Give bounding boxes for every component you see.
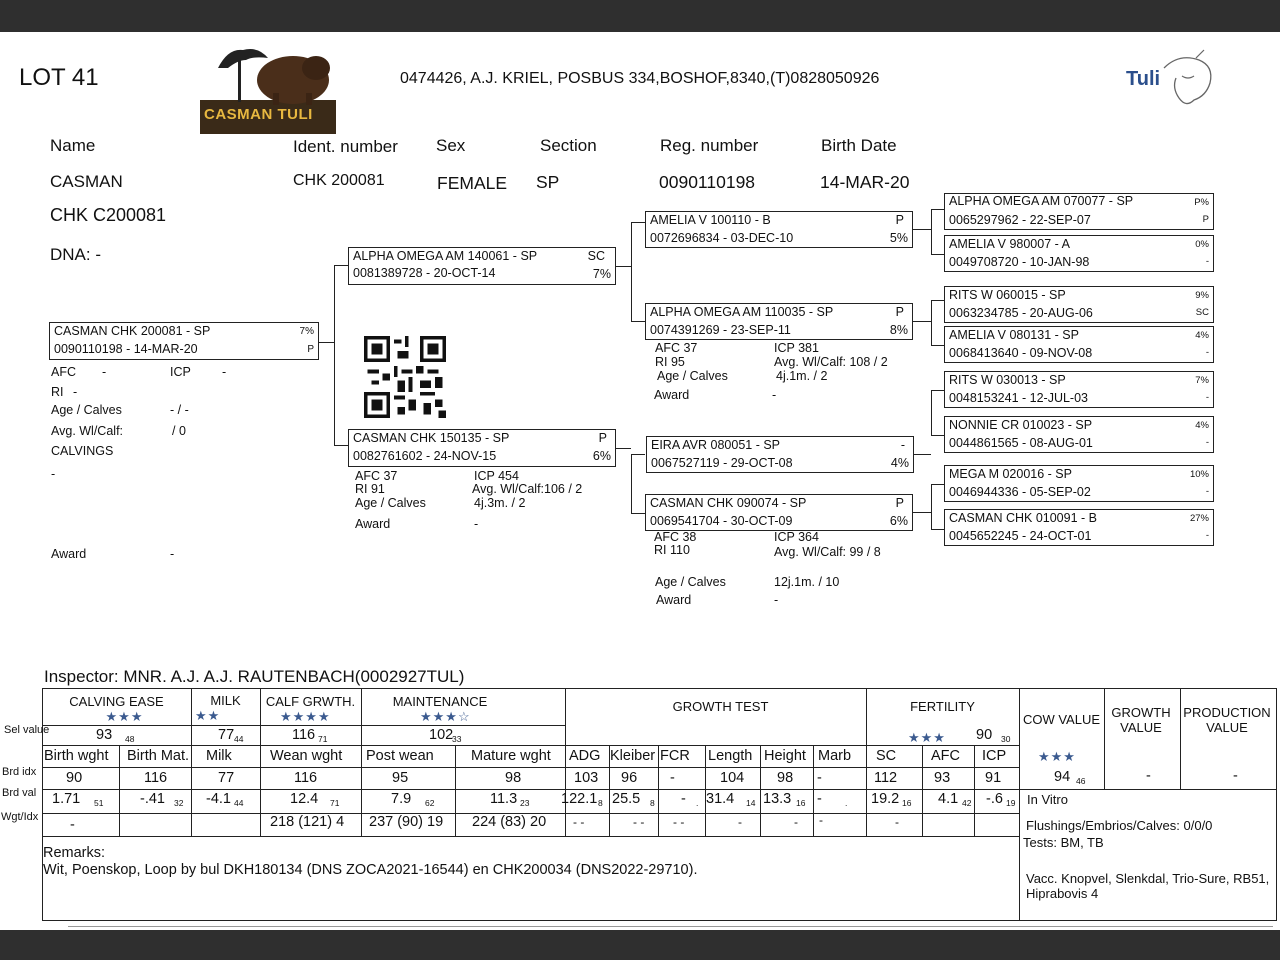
row-label-wgt: Wgt/Idx: [1, 811, 39, 823]
ss-line1: AMELIA V 100110 - B: [650, 213, 771, 227]
subject-box: [49, 322, 319, 360]
dd-afc: AFC 38: [654, 530, 697, 544]
dam-sire-box: [646, 436, 914, 473]
val-length-sub: 14: [746, 798, 756, 808]
animal-ident: CHK 200081: [293, 172, 385, 189]
dam-award-label: Award: [355, 517, 391, 531]
dd-avg: Avg. Wl/Calf: 99 / 8: [774, 545, 881, 559]
gp-1-line2: 0065297962 - 22-SEP-07: [949, 213, 1091, 227]
gp-6-r2: -: [1205, 437, 1209, 448]
idx-fcr: -: [670, 770, 675, 786]
idx-milk: 77: [218, 770, 235, 786]
sex-label: Sex: [436, 136, 466, 155]
subject-pct: 7%: [299, 326, 314, 337]
gp-5-line2: 0048153241 - 12-JUL-03: [949, 391, 1088, 405]
gp-7-r1: 10%: [1189, 469, 1209, 480]
remarks-text: Wit, Poenskop, Loop by bul DKH180134 (DNS ZOCA2021-16544) en CHK200034 (DNS2022-29710).: [43, 862, 698, 878]
stars-maint: ★★★☆: [420, 709, 471, 724]
val-sc-sub: 16: [902, 798, 912, 808]
val-sc: 19.2: [871, 791, 900, 807]
dam-pct: 6%: [592, 449, 611, 463]
sel-fertility: 90: [976, 727, 993, 743]
col-length: Length: [708, 748, 753, 764]
wgt-length: -: [738, 815, 742, 829]
sd-line2: 0074391269 - 23-SEP-11: [650, 323, 791, 337]
dd-line1: CASMAN CHK 090074 - SP: [650, 496, 807, 510]
subject-ri: -: [73, 385, 78, 399]
group-milk: MILK: [210, 693, 241, 708]
col-marb: Marb: [818, 748, 852, 764]
dam-age: 4j.3m. / 2: [474, 496, 526, 510]
group-fertility: FERTILITY: [910, 699, 975, 714]
idx-length: 104: [720, 770, 745, 786]
sd-age-label: Age / Calves: [657, 369, 728, 383]
idx-icp: 91: [985, 770, 1002, 786]
group-production-value: PRODUCTION VALUE: [1183, 705, 1271, 735]
val-milk: -4.1: [206, 791, 231, 807]
flushings: Flushings/Embrios/Calves: 0/0/0: [1026, 818, 1213, 833]
gp-5-r2: -: [1205, 392, 1209, 403]
val-birth-mat: -.41: [140, 791, 165, 807]
dam-grade: P: [598, 431, 607, 445]
lot-number: LOT 41: [19, 64, 99, 91]
sel-maint-sub: 33: [452, 734, 462, 744]
dd-icp: ICP 364: [774, 530, 819, 544]
dd-award: -: [774, 593, 779, 607]
gp-1-line1: ALPHA OMEGA AM 070077 - SP: [949, 194, 1134, 208]
row-label-brd-idx: Brd idx: [2, 766, 37, 778]
idx-growth-value: -: [1146, 768, 1151, 784]
gp-4-r1: 4%: [1195, 330, 1209, 341]
qr-code: [361, 336, 449, 418]
subject-icp-label: ICP: [170, 365, 191, 379]
group-growth: GROWTH TEST: [672, 699, 769, 714]
birth-label: Birth Date: [821, 136, 897, 155]
val-wean: 12.4: [290, 791, 319, 807]
casman-tuli-logo: [198, 38, 338, 136]
gp-4-r2: -: [1205, 347, 1209, 358]
gp-8-line2: 0045652245 - 24-OCT-01: [949, 529, 1092, 543]
subject-afc-label: AFC: [51, 365, 76, 379]
dd-ri: RI 110: [654, 543, 690, 557]
col-mature-wght: Mature wght: [471, 748, 551, 764]
sel-calving: 93: [96, 727, 113, 743]
gp-8-r1: 27%: [1189, 513, 1209, 524]
top-bar: [0, 0, 1280, 32]
sire-box: [348, 247, 616, 285]
subject-calvings-label: CALVINGS: [51, 444, 114, 458]
gp-5-r1: 7%: [1195, 375, 1209, 386]
idx-production-value: -: [1233, 768, 1238, 784]
val-kleiber: 25.5: [612, 791, 641, 807]
subject-grade: P: [307, 344, 314, 355]
gp-6-line2: 0044861565 - 08-AUG-01: [949, 436, 1093, 450]
gp-2-line2: 0049708720 - 10-JAN-98: [949, 255, 1090, 269]
sire-grade: SC: [587, 249, 605, 263]
val-fcr: -: [681, 791, 686, 807]
idx-birth-wght: 90: [66, 770, 83, 786]
subject-icp: -: [222, 365, 227, 379]
dd-pct: 6%: [889, 514, 908, 528]
idx-birth-mat: 116: [144, 770, 168, 786]
gp-3-r2: SC: [1195, 307, 1209, 318]
stars-cow: ★★★: [1038, 749, 1076, 764]
wgt-height: -: [794, 815, 798, 829]
wgt-marb: -: [819, 813, 823, 827]
group-calf: CALF GRWTH.: [265, 694, 356, 709]
tests: Tests: BM, TB: [1023, 835, 1104, 850]
gp-2-r1: 0%: [1195, 239, 1209, 250]
subject-line2: 0090110198 - 14-MAR-20: [54, 342, 198, 356]
gp-1-r2: P: [1202, 214, 1209, 225]
subject-afc: -: [102, 365, 107, 379]
dam-award: -: [474, 517, 479, 531]
col-icp: ICP: [982, 748, 1007, 764]
sd-age: 4j.1m. / 2: [776, 369, 828, 383]
col-height: Height: [764, 748, 806, 764]
vaccinations: Vacc. Knopvel, Slenkdal, Trio-Sure, RB51, Hiprabovis 4: [1026, 871, 1270, 901]
gp-8-r2: -: [1205, 530, 1209, 541]
subject-ri-label: RI: [51, 385, 64, 399]
dam-line2: 0082761602 - 24-NOV-15: [353, 449, 497, 463]
sd-ri: RI 95: [655, 355, 685, 369]
val-post-wean: 7.9: [391, 791, 412, 807]
col-milk: Milk: [206, 748, 232, 764]
col-kleiber: Kleiber: [610, 748, 656, 764]
dd-age-label: Age / Calves: [655, 575, 726, 589]
gp-6-r1: 4%: [1195, 420, 1209, 431]
gp-4-line1: AMELIA V 080131 - SP: [949, 328, 1079, 342]
sel-calf: 116: [292, 727, 316, 743]
gp-box-6: [944, 416, 1214, 453]
sire-line2: 0081389728 - 20-OCT-14: [353, 266, 496, 280]
val-marb-sub: .: [845, 798, 848, 808]
row-label-sel: Sel value: [4, 724, 50, 736]
gp-2-r2: -: [1205, 256, 1209, 267]
section-label: Section: [540, 136, 597, 155]
subject-calvings: -: [51, 467, 56, 481]
logo-text: CASMAN TULI: [204, 106, 313, 123]
idx-sc: 112: [874, 770, 898, 786]
sel-calf-sub: 71: [318, 734, 328, 744]
gp-7-line2: 0046944336 - 05-SEP-02: [949, 485, 1091, 499]
val-icp-sub: 19: [1006, 798, 1016, 808]
wgt-fcr: - -: [673, 815, 685, 829]
idx-adg: 103: [574, 770, 599, 786]
inspector: Inspector: MNR. A.J. A.J. RAUTENBACH(0002927TUL): [44, 667, 465, 686]
group-growth-value: GROWTH VALUE: [1111, 705, 1171, 735]
animal-sex: FEMALE: [437, 173, 508, 193]
gp-box-7: [944, 465, 1214, 502]
dd-line2: 0069541704 - 30-OCT-09: [650, 514, 793, 528]
subject-avg-label: Avg. Wl/Calf:: [51, 424, 124, 438]
gp-8-line1: CASMAN CHK 010091 - B: [949, 511, 1097, 525]
subject-age-label: Age / Calves: [51, 403, 122, 417]
ds-line1: EIRA AVR 080051 - SP: [651, 438, 781, 452]
animal-name: CASMAN: [50, 172, 123, 191]
col-wean-wght: Wean wght: [270, 748, 343, 764]
sel-maint: 102: [429, 727, 454, 743]
stars-fertility: ★★★: [908, 730, 946, 745]
sd-award-label: Award: [654, 388, 690, 402]
gp-box-5: [944, 371, 1214, 408]
idx-post-wean: 95: [392, 770, 409, 786]
idx-mature: 98: [505, 770, 522, 786]
row-label-brd-val: Brd val: [2, 787, 37, 799]
val-fcr-sub: .: [696, 798, 699, 808]
idx-wean: 116: [294, 770, 318, 786]
col-birth-mat: Birth Mat.: [127, 748, 190, 764]
dam-avg: Avg. Wl/Calf:106 / 2: [472, 482, 583, 496]
wgt-mature: 224 (83) 20: [472, 814, 547, 830]
stars-calf: ★★★★: [280, 709, 331, 724]
val-height-sub: 16: [796, 798, 806, 808]
val-icp: -.6: [986, 791, 1003, 807]
remarks-label: Remarks:: [43, 845, 106, 861]
col-afc: AFC: [931, 748, 960, 764]
val-length: 31.4: [706, 791, 735, 807]
col-sc: SC: [876, 748, 897, 764]
wgt-birth-wght: -: [70, 817, 75, 833]
val-marb: -: [817, 791, 822, 807]
reg-label: Reg. number: [660, 136, 759, 155]
val-birth-wght: 1.71: [52, 791, 81, 807]
dam-dam-box: [645, 494, 913, 531]
sd-award: -: [772, 388, 777, 402]
sire-dam-box: [645, 303, 913, 340]
sd-afc: AFC 37: [655, 341, 698, 355]
in-vitro: In Vitro: [1027, 792, 1068, 807]
gp-box-4: [944, 326, 1214, 363]
gp-box-3: [944, 286, 1214, 323]
val-kleiber-sub: 8: [650, 798, 655, 808]
sel-calving-sub: 48: [125, 734, 135, 744]
val-afc: 4.1: [938, 791, 959, 807]
val-birth-wght-sub: 51: [94, 798, 104, 808]
val-mature-sub: 23: [520, 798, 530, 808]
idx-afc: 93: [934, 770, 951, 786]
wgt-wean: 218 (121) 4: [270, 814, 345, 830]
ss-pct: 5%: [889, 231, 908, 245]
col-birth-wght: Birth wght: [44, 748, 109, 764]
sd-icp: ICP 381: [774, 341, 819, 355]
dd-grade: P: [895, 496, 904, 510]
gp-7-r2: -: [1205, 486, 1209, 497]
sire-sire-box: [645, 211, 913, 248]
col-post-wean: Post wean: [366, 748, 434, 764]
animal-code: CHK C200081: [50, 205, 167, 225]
sel-milk-sub: 44: [234, 734, 244, 744]
gp-1-r1: P%: [1194, 197, 1209, 208]
wgt-post-wean: 237 (90) 19: [369, 814, 444, 830]
sd-pct: 8%: [889, 323, 908, 337]
dam-line1: CASMAN CHK 150135 - SP: [353, 431, 510, 445]
gp-3-r1: 9%: [1195, 290, 1209, 301]
animal-birth: 14-MAR-20: [820, 172, 910, 192]
animal-reg: 0090110198: [659, 172, 756, 192]
gp-box-1: [944, 193, 1214, 230]
bottom-bar: [0, 930, 1280, 960]
dam-ri: RI 91: [355, 482, 385, 496]
name-label: Name: [50, 136, 96, 155]
val-wean-sub: 71: [330, 798, 340, 808]
val-post-wean-sub: 62: [425, 798, 435, 808]
sire-line1: ALPHA OMEGA AM 140061 - SP: [353, 249, 538, 263]
val-adg-sub: 8: [598, 798, 603, 808]
dam-afc: AFC 37: [355, 469, 398, 483]
gp-box-8: [944, 509, 1214, 546]
ident-label: Ident. number: [293, 137, 398, 156]
wgt-adg: - -: [573, 815, 585, 829]
dna: DNA: -: [50, 245, 101, 264]
ds-line2: 0067527119 - 29-OCT-08: [651, 456, 793, 470]
gp-4-line2: 0068413640 - 09-NOV-08: [949, 346, 1093, 360]
tuli-text: Tuli: [1126, 68, 1161, 90]
ss-grade: P: [895, 213, 904, 227]
group-cow-value: COW VALUE: [1022, 712, 1101, 727]
sd-line1: ALPHA OMEGA AM 110035 - SP: [650, 305, 834, 319]
subject-avg: / 0: [172, 424, 186, 438]
dam-box: [348, 429, 616, 467]
gp-6-line1: NONNIE CR 010023 - SP: [949, 418, 1093, 432]
val-adg: 122.1: [561, 791, 598, 807]
wgt-kleiber: - -: [633, 815, 645, 829]
sel-milk: 77: [218, 727, 235, 743]
group-calving: CALVING EASE: [69, 694, 164, 709]
col-fcr: FCR: [660, 748, 690, 764]
ss-line2: 0072696834 - 03-DEC-10: [650, 231, 794, 245]
stars-calving: ★★★: [105, 709, 144, 724]
sd-grade: P: [895, 305, 904, 319]
subject-line1: CASMAN CHK 200081 - SP: [54, 324, 211, 338]
idx-cow-value-sub: 46: [1076, 776, 1086, 786]
gp-3-line1: RITS W 060015 - SP: [949, 288, 1066, 302]
gp-3-line2: 0063234785 - 20-AUG-06: [949, 306, 1093, 320]
sire-pct: 7%: [592, 267, 611, 281]
subject-age: - / -: [170, 403, 189, 417]
subject-award: -: [170, 547, 175, 561]
group-maint: MAINTENANCE: [392, 694, 488, 709]
gp-7-line1: MEGA M 020016 - SP: [949, 467, 1072, 481]
ds-grade: -: [900, 438, 905, 452]
val-milk-sub: 44: [234, 798, 244, 808]
idx-height: 98: [777, 770, 794, 786]
idx-cow-value: 94: [1054, 769, 1071, 785]
animal-section: SP: [536, 172, 560, 192]
breeder-info: 0474426, A.J. KRIEL, POSBUS 334,BOSHOF,8340,(T)0828050926: [400, 70, 880, 87]
ds-pct: 4%: [890, 456, 909, 470]
col-adg: ADG: [569, 748, 601, 764]
idx-kleiber: 96: [621, 770, 638, 786]
tuli-brand-logo: [1124, 48, 1216, 114]
val-mature: 11.3: [490, 791, 518, 807]
gp-2-line1: AMELIA V 980007 - A: [949, 237, 1070, 251]
val-afc-sub: 42: [962, 798, 972, 808]
val-height: 13.3: [763, 791, 792, 807]
dam-age-label: Age / Calves: [355, 496, 426, 510]
gp-5-line1: RITS W 030013 - SP: [949, 373, 1066, 387]
dd-age: 12j.1m. / 10: [774, 575, 840, 589]
gp-box-2: [944, 235, 1214, 272]
sel-fertility-sub: 30: [1001, 734, 1011, 744]
val-birth-mat-sub: 32: [174, 798, 184, 808]
wgt-sc: -: [895, 815, 899, 829]
subject-award-label: Award: [51, 547, 87, 561]
dam-icp: ICP 454: [474, 469, 519, 483]
dd-award-label: Award: [656, 593, 692, 607]
stars-milk: ★★: [195, 708, 221, 723]
idx-marb: -: [817, 770, 822, 786]
sd-avg: Avg. Wl/Calf: 108 / 2: [774, 355, 888, 369]
